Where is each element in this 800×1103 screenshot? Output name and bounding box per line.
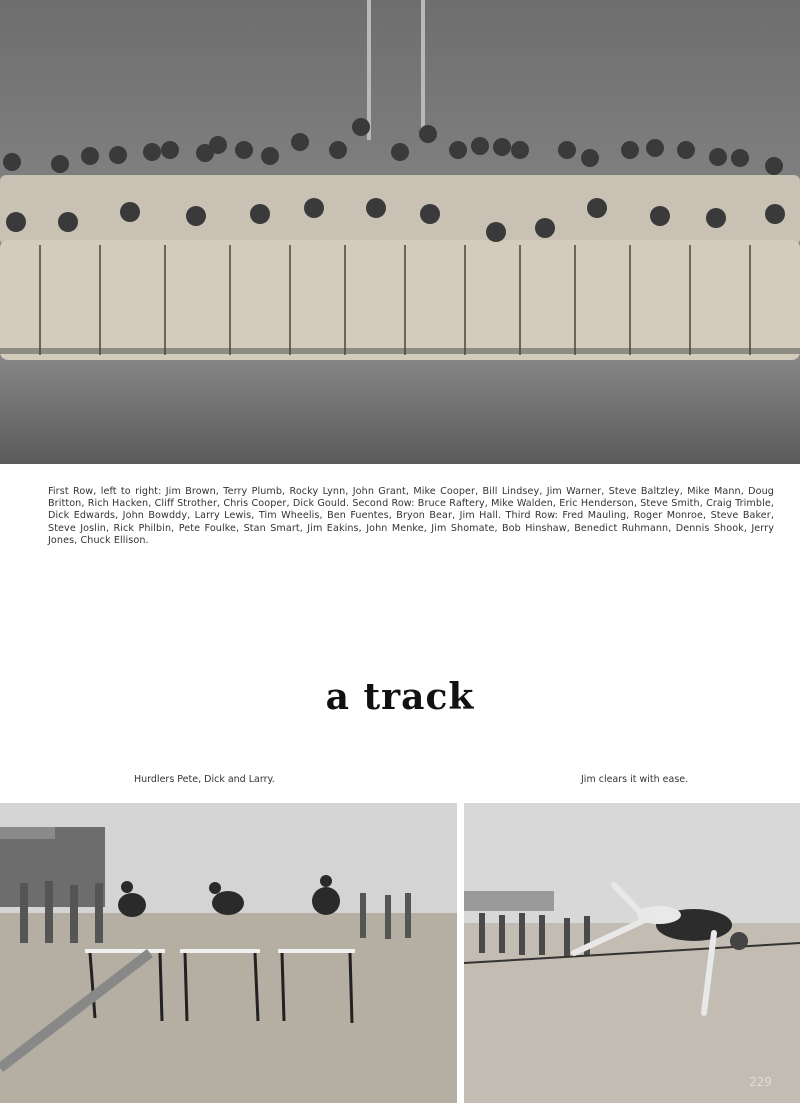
highjump-photo bbox=[464, 803, 800, 1103]
section-title: a track bbox=[325, 676, 475, 718]
roster-caption: First Row, left to right: Jim Brown, Terry Plumb, Rocky Lynn, John Grant, Mike Cooper, Bill Lindsey, Jim Warner, Steve Baltzley, Mike Mann, Doug Britton, Rich Hacken, Cliff Strother, Chris Cooper, Dick Gould. Second Row: Bruce Raftery, Mike Walden, Eric Henderson, Steve Smith, Craig Trimble, Dick Edwards, John Bowddy, Larry Lewis, Tim Wheelis, Ben Fuentes, Bryon Bear, Jim Hall. Third Row: Fred Mauling, Roger Monroe, Steve Baker, Steve Joslin, Rick Philbin, Pete Foulke, Stan Smart, Jim Eakins, John Menke, Jim Shomate, Bob Hinshaw, Benedict Ruhmann, Dennis Shook, Jerry Jones, Chuck Ellison. bbox=[48, 486, 774, 546]
highjump-photo-image bbox=[464, 803, 800, 1103]
page-number: 229 bbox=[749, 1075, 772, 1089]
hurdle-photo-image bbox=[0, 803, 457, 1103]
highjump-photo-caption: Jim clears it with ease. bbox=[581, 774, 689, 785]
hurdle-photo bbox=[0, 803, 457, 1103]
team-photo-image bbox=[0, 0, 800, 464]
hurdle-photo-caption: Hurdlers Pete, Dick and Larry. bbox=[134, 774, 275, 785]
team-photo bbox=[0, 0, 800, 464]
